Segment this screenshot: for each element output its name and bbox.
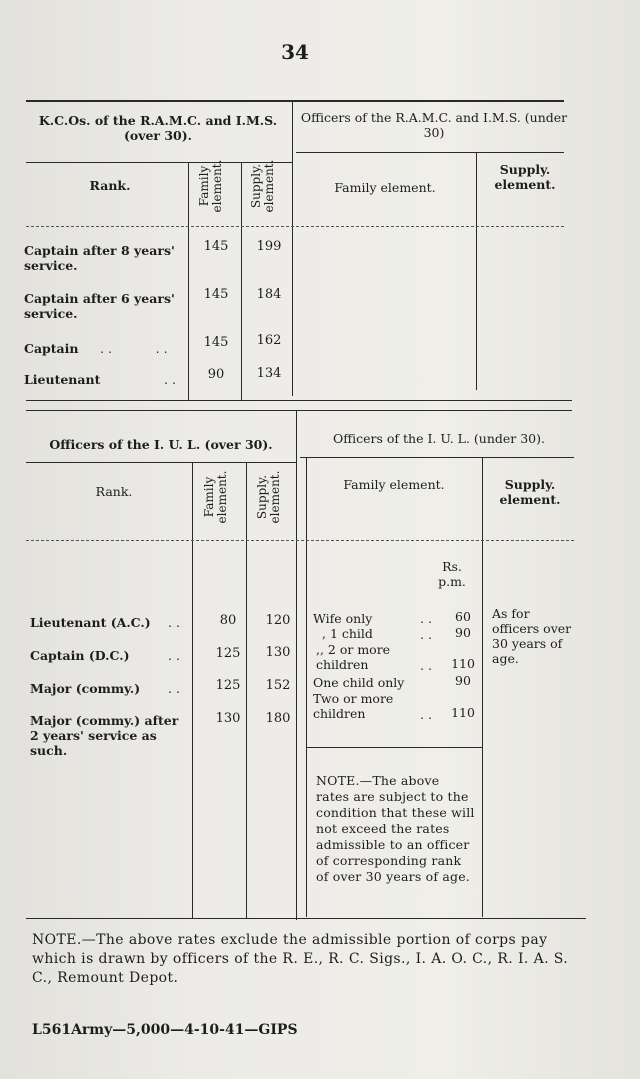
- leader-dots: . .: [164, 372, 176, 387]
- table2-right-supply-header: Supply. element.: [499, 477, 561, 507]
- table2-rank-cell: Major (commy.): [30, 681, 141, 696]
- table1-family-cell: 90: [207, 367, 225, 382]
- table1-supply-cell: 184: [256, 287, 282, 302]
- imprint-line: L561Army—5,000—4-10-41—GIPS: [32, 1022, 298, 1038]
- table2-supply-cell: 180: [265, 711, 291, 726]
- leader-dots: . .: [420, 658, 432, 673]
- table2-supply-header: Supply. element.: [255, 470, 282, 524]
- table1-rank-cell: Captain after 8 years' service.: [24, 243, 175, 273]
- table1-divider: [292, 100, 293, 396]
- family-rate-label: ,, 2 or more children: [316, 642, 391, 672]
- table1-left-header: K.C.Os. of the R.A.M.C. and I.M.S. (over 30).: [38, 113, 278, 143]
- table2-col-rule-3: [306, 457, 307, 917]
- family-rate-value: 110: [451, 705, 475, 720]
- table1-family-header: Family element.: [197, 159, 224, 213]
- table1-supply-cell: 162: [256, 333, 282, 348]
- table2-rank-cell: Captain (D.C.): [30, 648, 130, 663]
- table2-header-dash: [26, 540, 574, 541]
- table1-family-cell: 145: [203, 287, 229, 302]
- currency-label: Rs. p.m.: [438, 559, 466, 589]
- table2-right-family-header: Family element.: [343, 477, 445, 492]
- family-rate-label: , 1 child: [322, 626, 373, 641]
- table1-right-header: Officers of the R.A.M.C. and I.M.S. (under 30): [300, 110, 568, 140]
- table1-right-supply-header: Supply. element.: [494, 162, 556, 192]
- table2-rank-header: Rank.: [95, 484, 133, 499]
- leader-dots: . .: [168, 648, 180, 663]
- table2-left-header: Officers of the I. U. L. (over 30).: [49, 437, 273, 452]
- table2-bottom-rule: [26, 918, 586, 919]
- table1-rank-cell: Lieutenant: [24, 372, 101, 387]
- table1-col-rule-1: [188, 162, 189, 400]
- table2-family-cell: 125: [215, 646, 241, 661]
- leader-dots: . .: [420, 707, 432, 722]
- table2-rank-cell: Lieutenant (A.C.): [30, 615, 151, 630]
- table2-family-cell: 125: [215, 678, 241, 693]
- table1-supply-cell: 199: [256, 239, 282, 254]
- family-rate-value: 90: [455, 673, 471, 688]
- leader-dots: . .: [420, 611, 432, 626]
- family-rate-label: Two or more children: [313, 691, 394, 721]
- table1-rank-header: Rank.: [89, 178, 131, 193]
- table1-right-subrule: [296, 152, 564, 153]
- table1-bottom-rule: [26, 400, 572, 401]
- table1-supply-header: Supply. element.: [249, 159, 276, 213]
- table2-family-cell: 130: [215, 711, 241, 726]
- table1-rank-cell: Captain: [24, 341, 79, 356]
- family-rate-label: One child only: [313, 675, 405, 690]
- footer-note: NOTE.—The above rates exclude the admissible portion of corps pay which is drawn by officers of the R. E., R. C. Sigs., I. A. O. C., R. I. A. S. C., Remount Depot.: [32, 932, 569, 986]
- table1-col-rule-3: [476, 152, 477, 390]
- table2-supply-cell: 152: [265, 678, 291, 693]
- table2-family-cell: 80: [219, 613, 237, 628]
- table2-col-rule-1: [192, 462, 193, 918]
- table1-family-cell: 145: [203, 239, 229, 254]
- table1-rank-cell: Captain after 6 years' service.: [24, 291, 175, 321]
- inner-note-rule: [306, 747, 482, 748]
- table1-bottom-rule-2: [26, 410, 572, 411]
- leader-dots: . .: [420, 627, 432, 642]
- table1-col-rule-2: [241, 162, 242, 400]
- table2-right-header: Officers of the I. U. L. (under 30).: [332, 431, 545, 446]
- table2-supply-cell: 120: [265, 613, 291, 628]
- table2-supply-cell: 130: [265, 645, 291, 660]
- family-rate-value: 60: [455, 609, 471, 624]
- leader-dots: . . . .: [100, 341, 168, 356]
- page-number: 34: [281, 40, 309, 64]
- table2-divider: [296, 410, 297, 920]
- table2-right-subrule: [300, 457, 574, 458]
- table2-left-subrule: [26, 462, 296, 463]
- table1-family-cell: 145: [203, 335, 229, 350]
- leader-dots: . .: [168, 681, 180, 696]
- leader-dots: . .: [168, 615, 180, 630]
- family-rate-label: Wife only: [313, 611, 373, 626]
- table2-rank-cell: Major (commy.) after 2 years' service as such.: [30, 713, 179, 758]
- family-rate-value: 110: [451, 656, 475, 671]
- table1-header-dash: [26, 226, 564, 227]
- table1-right-family-header: Family element.: [334, 180, 436, 195]
- table1-supply-cell: 134: [256, 366, 282, 381]
- table2-col-rule-4: [482, 457, 483, 917]
- table1-top-rule: [26, 100, 564, 102]
- table2-family-header: Family element.: [202, 470, 229, 524]
- family-rate-value: 90: [455, 625, 471, 640]
- inner-note: NOTE.—The above rates are subject to the condition that these will not exceed the rates admissible to an officer of corresponding rank of over 30 years of age.: [316, 773, 475, 884]
- supply-rate-text: As for officers over 30 years of age.: [492, 606, 572, 666]
